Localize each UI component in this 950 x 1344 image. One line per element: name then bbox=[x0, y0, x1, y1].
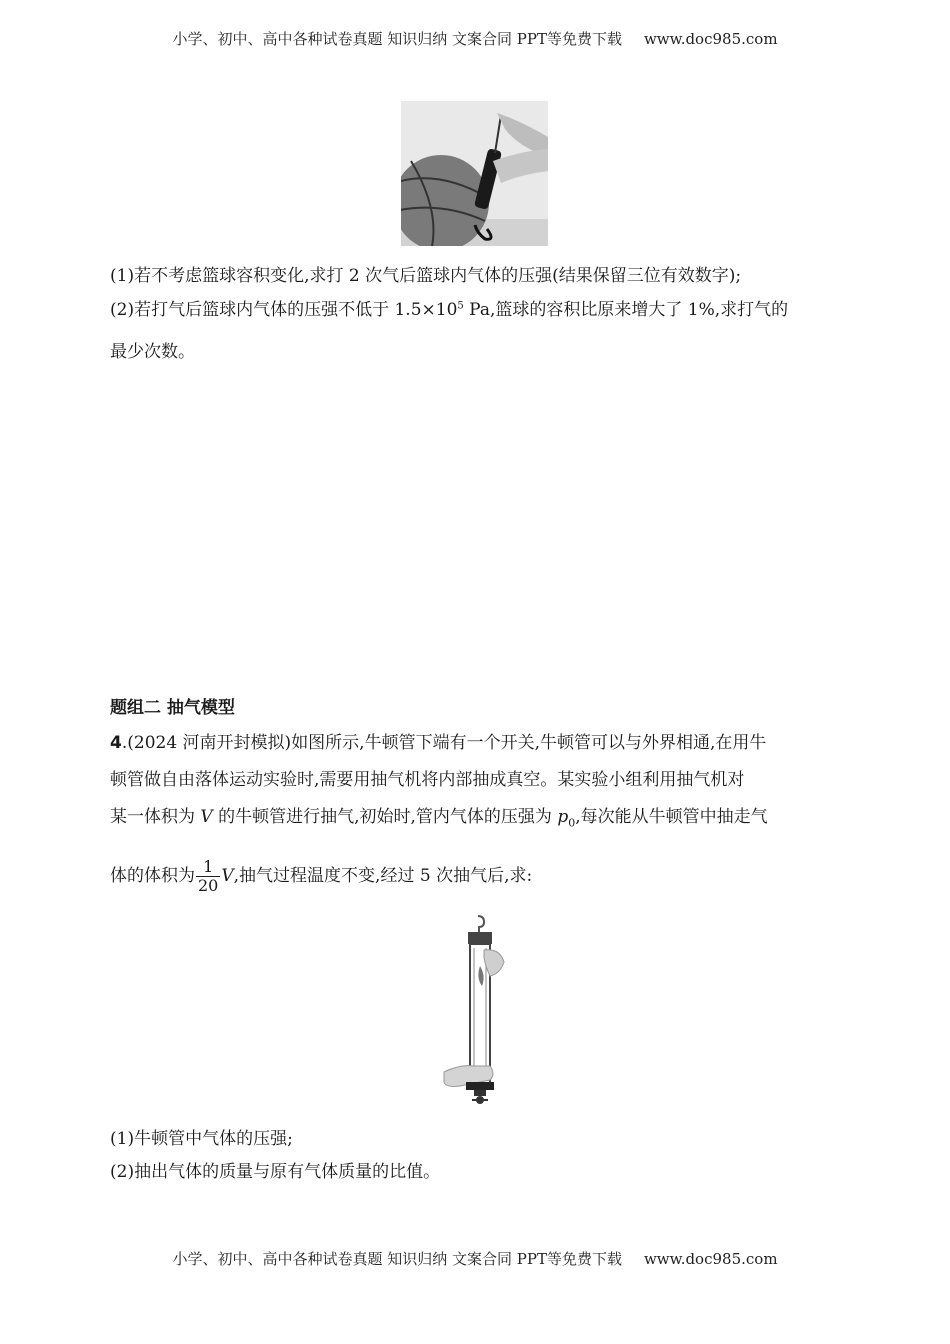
section-title: 题组二 抽气模型 bbox=[110, 698, 235, 718]
var-V-2: V bbox=[221, 866, 234, 886]
line3-text-a: 某一体积为 bbox=[110, 807, 201, 827]
line3-text-c: ,每次能从牛顿管中抽走气 bbox=[575, 807, 768, 827]
problem4-line3 bbox=[110, 805, 768, 829]
footer-text: 小学、初中、高中各种试卷真题 知识归纳 文案合同 PPT等免费下载 bbox=[172, 1250, 622, 1268]
fraction-denominator: 20 bbox=[198, 876, 219, 895]
q2-text-b: Pa,篮球的容积比原来增大了 1%,求打气的 bbox=[463, 300, 789, 320]
newton-tube-figure bbox=[440, 914, 510, 1108]
var-V: V bbox=[200, 807, 213, 827]
problem4-source: .(2024 河南开封模拟) bbox=[121, 733, 292, 753]
page-footer bbox=[0, 1248, 950, 1269]
footer-url[interactable]: www.doc985.com bbox=[643, 1250, 778, 1268]
var-p: p bbox=[557, 807, 569, 827]
page-header bbox=[0, 28, 950, 49]
problem4-line2: 顿管做自由落体运动实验时,需要用抽气机将内部抽成真空。某实验小组利用抽气机对 bbox=[110, 770, 745, 790]
line4-text-a: 体的体积为 bbox=[110, 866, 195, 886]
problem4-line1 bbox=[110, 731, 766, 755]
fraction bbox=[196, 858, 220, 895]
header-url[interactable]: www.doc985.com bbox=[643, 30, 778, 48]
header-text: 小学、初中、高中各种试卷真题 知识归纳 文案合同 PPT等免费下载 bbox=[172, 30, 622, 48]
problem3-question2-cont: 最少次数。 bbox=[110, 342, 195, 362]
line4-text-b: ,抽气过程温度不变,经过 5 次抽气后,求: bbox=[233, 866, 533, 886]
problem4-text1: 如图所示,牛顿管下端有一个开关,牛顿管可以与外界相通,在用牛 bbox=[291, 733, 767, 753]
var-p-sub: 0 bbox=[568, 816, 576, 830]
fraction-numerator: 1 bbox=[196, 858, 220, 877]
problem3-question1: (1)若不考虑篮球容积变化,求打 2 次气后篮球内气体的压强(结果保留三位有效数字); bbox=[110, 266, 742, 286]
q2-text-a: (2)若打气后篮球内气体的压强不低于 1.5×10 bbox=[110, 300, 458, 320]
line3-text-b: 的牛顿管进行抽气,初始时,管内气体的压强为 bbox=[212, 807, 558, 827]
problem4-question2: (2)抽出气体的质量与原有气体质量的比值。 bbox=[110, 1162, 441, 1182]
problem4-number: 4 bbox=[110, 733, 122, 753]
problem4-line4 bbox=[110, 856, 532, 896]
problem4-question1: (1)牛顿管中气体的压强; bbox=[110, 1129, 293, 1149]
basketball-pump-figure bbox=[401, 101, 548, 246]
problem3-question2 bbox=[110, 298, 788, 322]
q2-exponent: 5 bbox=[457, 300, 464, 312]
